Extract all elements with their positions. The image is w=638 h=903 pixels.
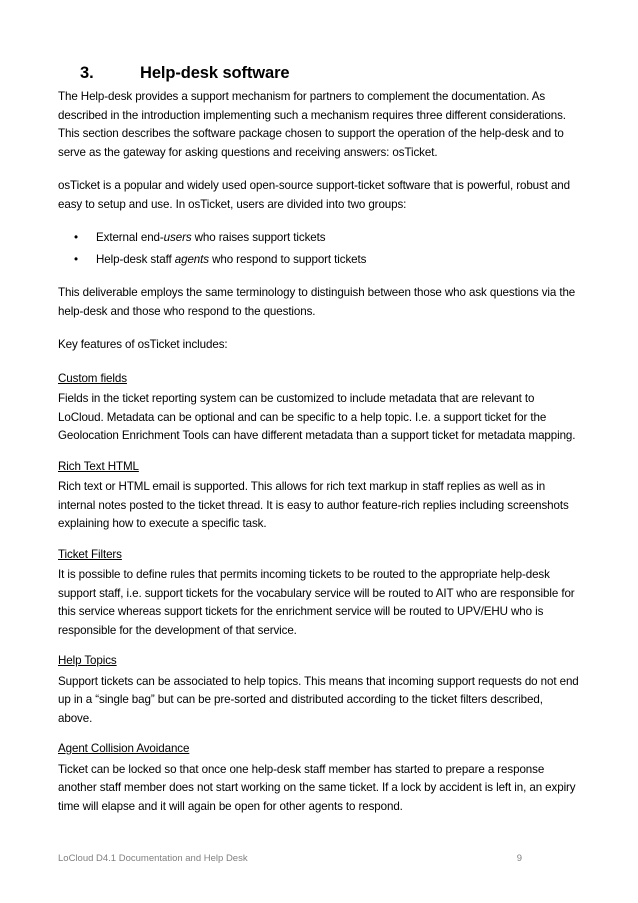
bullet-icon: • bbox=[74, 231, 78, 244]
feature-title: Ticket Filters bbox=[58, 547, 122, 561]
feature-body: Ticket can be locked so that once one help-desk staff member has started to prepare a response another staff member does not start working on the same ticket. If a lock by accident is left in, an expiry time will elapse and it will again be open for other agents to respond. bbox=[58, 762, 576, 813]
feature-help-topics bbox=[58, 652, 580, 728]
feature-body: Rich text or HTML email is supported. This allows for rich text markup in staff replies as well as in internal notes posted to the ticket thread. It is easy to author feature-rich replies including screenshots explaining how to execute a specific task. bbox=[58, 480, 569, 530]
feature-body: It is possible to define rules that permits incoming tickets to be routed to the appropriate help-desk support staff, i.e. support tickets for the vocabulary service will be routed to AIT who are responsible for this service whereas support tickets for the enrichment service will be routed to UPV/EHU who is responsible for the development of that service. bbox=[58, 568, 575, 637]
feature-agent-collision bbox=[58, 740, 580, 816]
section-title: Help-desk software bbox=[140, 64, 290, 82]
intro-paragraph-2: osTicket is a popular and widely used open-source support-ticket software that is powerful, robust and easy to setup and use. In osTicket, users are divided into two groups: bbox=[58, 179, 571, 211]
feature-title: Help Topics bbox=[58, 654, 117, 667]
section-heading bbox=[80, 62, 580, 84]
feature-body: Support tickets can be associated to help topics. This means that incoming support requests do not end up in a “single bag” but can be pre-sorted and distributed according to the ticket filters described, above. bbox=[58, 674, 579, 725]
feature-title: Custom fields bbox=[58, 371, 127, 385]
bullet-icon: • bbox=[74, 252, 78, 266]
page-number: 9 bbox=[516, 853, 522, 864]
feature-body: Fields in the ticket reporting system can be customized to include metadata that are relevant to LoCloud. Metadata can be optional and can be specific to a help topic. I.e. a support ticket for the Geolocation Enrichment Tools can have different metadata than a support ticket for metadata mapping. bbox=[58, 392, 576, 442]
feature-custom-fields bbox=[58, 370, 580, 446]
feature-rich-text bbox=[58, 458, 580, 534]
section-number: 3. bbox=[80, 64, 94, 82]
user-groups-list bbox=[58, 229, 580, 269]
feature-title: Agent Collision Avoidance bbox=[58, 742, 190, 755]
intro-paragraph-1: The Help-desk provides a support mechanism for partners to complement the documentation. As described in the introduction implementing such a mechanism requires three different considerations. This section describes the software package chosen to support the operation of the help-desk and to serve as the gateway for asking questions and receiving answers: osTicket. bbox=[58, 90, 566, 159]
page-content bbox=[58, 62, 580, 828]
features-intro: Key features of osTicket includes: bbox=[58, 338, 228, 351]
list-item: • Help-desk staff agents who respond to support tickets bbox=[58, 251, 580, 270]
feature-title: Rich Text HTML bbox=[58, 459, 139, 473]
feature-ticket-filters bbox=[58, 546, 580, 641]
list-item: • External end-users who raises support tickets bbox=[58, 229, 580, 248]
page-footer bbox=[58, 853, 522, 864]
terminology-paragraph: This deliverable employs the same terminology to distinguish between those who ask questions via the help-desk and those who respond to the questions. bbox=[58, 286, 576, 318]
footer-document-title: LoCloud D4.1 Documentation and Help Desk bbox=[58, 853, 248, 864]
